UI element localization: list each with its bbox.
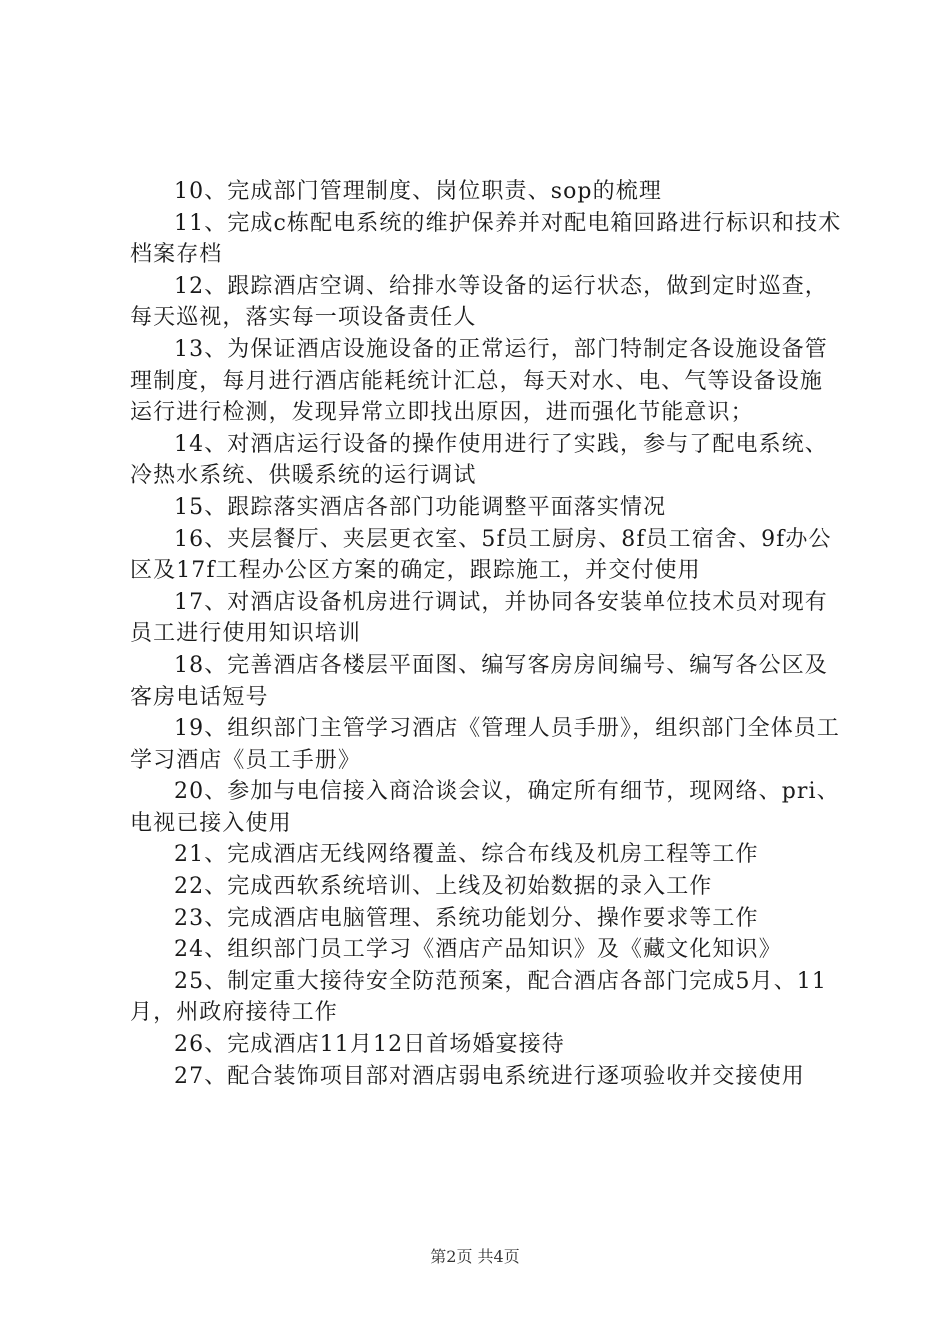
list-item: 27、配合装饰项目部对酒店弱电系统进行逐项验收并交接使用: [174, 1063, 805, 1089]
list-item: 21、完成酒店无线网络覆盖、综合布线及机房工程等工作: [174, 842, 759, 868]
list-item: 25、制定重大接待安全防范预案，配合酒店各部门完成5月、11月，州政府接待工作: [130, 968, 827, 1026]
list-item: 18、完善酒店各楼层平面图、编写客房房间编号、编写各公区及客房电话短号: [130, 652, 828, 710]
list-item: 23、完成酒店电脑管理、系统功能划分、操作要求等工作: [174, 905, 759, 931]
document-body: [130, 176, 845, 1092]
list-item: 20、参加与电信接入商洽谈会议，确定所有细节，现网络、pri、电视已接入使用: [130, 779, 840, 836]
list-item: 12、跟踪酒店空调、给排水等设备的运行状态，做到定时巡查，每天巡视，落实每一项设备责任人: [130, 273, 828, 331]
list-item: 11、完成c栋配电系统的维护保养并对配电箱回路进行标识和技术档案存档: [130, 210, 842, 268]
list-item: 17、对酒店设备机房进行调试，并协同各安装单位技术员对现有员工进行使用知识培训: [130, 589, 828, 647]
list-item: 22、完成西软系统培训、上线及初始数据的录入工作: [174, 874, 713, 900]
list-item: 16、夹层餐厅、夹层更衣室、5f员工厨房、8f员工宿舍、9f办公区及17f工程办公区方案的确定，跟踪施工，并交付使用: [130, 526, 832, 584]
list-item: 26、完成酒店11月12日首场婚宴接待: [174, 1032, 565, 1058]
list-item: 10、完成部门管理制度、岗位职责、sop的梳理: [174, 179, 662, 204]
list-item: 14、对酒店运行设备的操作使用进行了实践，参与了配电系统、冷热水系统、供暖系统的运行调试: [130, 431, 828, 489]
list-item: 24、组织部门员工学习《酒店产品知识》及《藏文化知识》: [174, 937, 782, 963]
page-number-footer: 第2页 共4页: [430, 1247, 520, 1266]
list-item: 15、跟踪落实酒店各部门功能调整平面落实情况: [174, 494, 667, 520]
list-item: 13、为保证酒店设施设备的正常运行，部门特制定各设施设备管理制度，每月进行酒店能耗统计汇总，每天对水、电、气等设备设施运行进行检测，发现异常立即找出原因，进而强化节能意识；: [130, 336, 828, 426]
list-item: 19、组织部门主管学习酒店《管理人员手册》，组织部门全体员工学习酒店《员工手册》: [130, 716, 840, 773]
